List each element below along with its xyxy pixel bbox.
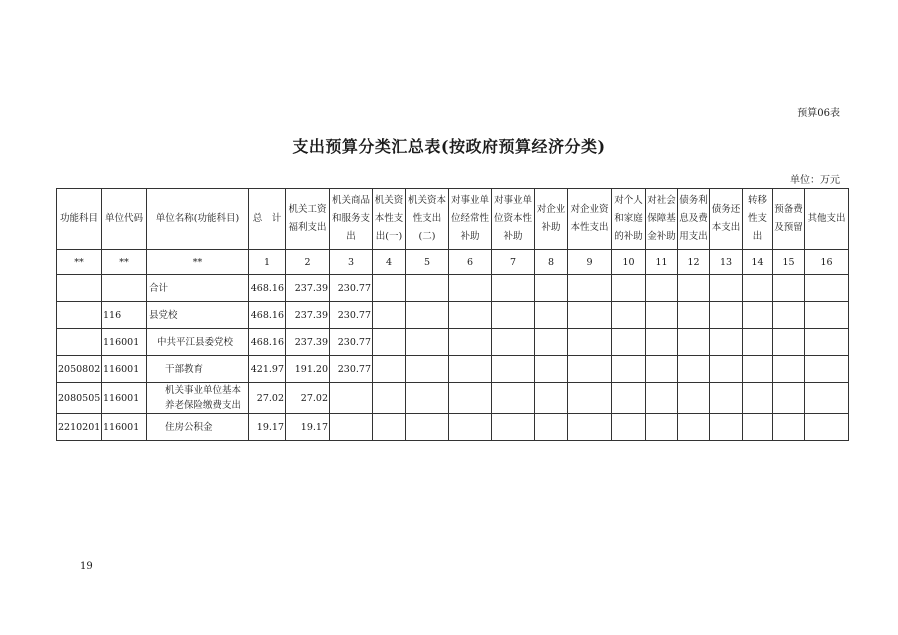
cell-empty (678, 329, 710, 356)
col-header-17: 预备费及预留 (773, 189, 805, 250)
cell-empty (492, 302, 535, 329)
cell-empty (492, 329, 535, 356)
cell-goods-services: 230.77 (330, 356, 373, 383)
col-header-func: 功能科目 (57, 189, 102, 250)
cell-wages: 191.20 (286, 356, 330, 383)
cell-empty (743, 356, 773, 383)
cell-func (57, 302, 102, 329)
cell-empty (805, 275, 849, 302)
cell-empty (535, 275, 568, 302)
col-header-total: 总 计 (249, 189, 286, 250)
cell-total: 19.17 (249, 414, 286, 441)
cell-empty (406, 302, 449, 329)
col-number: 9 (568, 250, 612, 275)
col-header-12: 对个人和家庭的补助 (612, 189, 646, 250)
col-header-8: 对事业单位经常性补助 (449, 189, 492, 250)
cell-total: 468.16 (249, 302, 286, 329)
col-number: 1 (249, 250, 286, 275)
cell-empty (612, 302, 646, 329)
cell-empty (743, 383, 773, 414)
cell-empty (773, 414, 805, 441)
cell-total: 468.16 (249, 329, 286, 356)
col-number: 16 (805, 250, 849, 275)
cell-empty (710, 329, 743, 356)
page-title: 支出预算分类汇总表(按政府预算经济分类) (292, 137, 606, 156)
cell-empty (535, 356, 568, 383)
table-row (57, 329, 849, 356)
cell-code: 116001 (102, 356, 147, 383)
cell-empty (805, 414, 849, 441)
col-header-11: 对企业资本性支出 (568, 189, 612, 250)
cell-empty (646, 414, 678, 441)
cell-empty (710, 302, 743, 329)
cell-empty (373, 329, 406, 356)
col-number: 7 (492, 250, 535, 275)
cell-empty (612, 356, 646, 383)
page-number: 19 (80, 561, 93, 572)
cell-goods-services: 230.77 (330, 275, 373, 302)
col-number: ** (102, 250, 147, 275)
cell-empty (449, 302, 492, 329)
cell-empty (805, 383, 849, 414)
cell-empty (678, 414, 710, 441)
cell-empty (743, 302, 773, 329)
cell-empty (773, 383, 805, 414)
cell-empty (710, 275, 743, 302)
cell-empty (535, 302, 568, 329)
col-number: 10 (612, 250, 646, 275)
cell-code (102, 275, 147, 302)
cell-empty (568, 275, 612, 302)
cell-wages: 237.39 (286, 302, 330, 329)
cell-empty (373, 356, 406, 383)
cell-goods-services: 230.77 (330, 302, 373, 329)
cell-empty (710, 414, 743, 441)
cell-empty (449, 383, 492, 414)
cell-empty (449, 356, 492, 383)
cell-wages: 237.39 (286, 275, 330, 302)
cell-name: 住房公积金 (147, 414, 249, 441)
table-row (57, 356, 849, 383)
col-number: ** (57, 250, 102, 275)
col-number: 3 (330, 250, 373, 275)
cell-empty (568, 329, 612, 356)
cell-empty (406, 383, 449, 414)
cell-empty (449, 275, 492, 302)
cell-empty (773, 329, 805, 356)
cell-code: 116 (102, 302, 147, 329)
cell-empty (535, 414, 568, 441)
col-number: ** (147, 250, 249, 275)
cell-empty (492, 383, 535, 414)
cell-empty (612, 383, 646, 414)
cell-empty (678, 302, 710, 329)
cell-empty (568, 414, 612, 441)
cell-wages: 27.02 (286, 383, 330, 414)
cell-empty (646, 329, 678, 356)
cell-empty (406, 414, 449, 441)
cell-empty (805, 302, 849, 329)
table-row (57, 414, 849, 441)
cell-wages: 237.39 (286, 329, 330, 356)
table-row (57, 383, 849, 414)
col-number: 12 (678, 250, 710, 275)
cell-empty (646, 383, 678, 414)
cell-empty (373, 302, 406, 329)
cell-empty (568, 356, 612, 383)
cell-total: 27.02 (249, 383, 286, 414)
cell-empty (805, 329, 849, 356)
col-header-9: 对事业单位资本性补助 (492, 189, 535, 250)
cell-empty (612, 329, 646, 356)
col-header-4: 机关工资福利支出 (286, 189, 330, 250)
table-row (57, 302, 849, 329)
cell-total: 421.97 (249, 356, 286, 383)
cell-empty (805, 356, 849, 383)
cell-empty (612, 275, 646, 302)
cell-empty (535, 383, 568, 414)
cell-code: 116001 (102, 329, 147, 356)
cell-code: 116001 (102, 383, 147, 414)
cell-empty (373, 383, 406, 414)
cell-empty (646, 275, 678, 302)
cell-name: 中共平江县委党校 (147, 329, 249, 356)
col-number: 4 (373, 250, 406, 275)
cell-empty (710, 356, 743, 383)
cell-empty (449, 414, 492, 441)
cell-empty (743, 414, 773, 441)
col-header-6: 机关资本性支出(一) (373, 189, 406, 250)
cell-goods-services (330, 383, 373, 414)
cell-empty (535, 329, 568, 356)
cell-total: 468.16 (249, 275, 286, 302)
form-code: 预算06表 (797, 108, 840, 119)
cell-name: 合计 (147, 275, 249, 302)
cell-empty (710, 383, 743, 414)
header-row (57, 189, 849, 250)
col-number: 14 (743, 250, 773, 275)
cell-code: 116001 (102, 414, 147, 441)
cell-wages: 19.17 (286, 414, 330, 441)
col-number: 8 (535, 250, 568, 275)
cell-goods-services: 230.77 (330, 329, 373, 356)
cell-empty (678, 275, 710, 302)
col-header-name: 单位名称(功能科目) (147, 189, 249, 250)
cell-empty (492, 356, 535, 383)
unit-label: 单位：万元 (790, 175, 840, 186)
cell-func: 2080505 (57, 383, 102, 414)
cell-empty (568, 383, 612, 414)
cell-empty (568, 302, 612, 329)
cell-empty (678, 383, 710, 414)
col-number: 15 (773, 250, 805, 275)
cell-empty (743, 275, 773, 302)
cell-func: 2210201 (57, 414, 102, 441)
cell-empty (773, 275, 805, 302)
cell-empty (492, 414, 535, 441)
col-number: 11 (646, 250, 678, 275)
cell-empty (646, 356, 678, 383)
col-header-15: 债务还本支出 (710, 189, 743, 250)
col-header-10: 对企业补助 (535, 189, 568, 250)
cell-empty (373, 275, 406, 302)
col-number: 5 (406, 250, 449, 275)
col-header-16: 转移性支出 (743, 189, 773, 250)
cell-empty (373, 414, 406, 441)
col-header-14: 债务利息及费用支出 (678, 189, 710, 250)
cell-goods-services (330, 414, 373, 441)
cell-func: 2050802 (57, 356, 102, 383)
cell-empty (406, 356, 449, 383)
col-number: 2 (286, 250, 330, 275)
cell-name: 机关事业单位基本养老保险缴费支出 (147, 383, 249, 414)
col-number: 6 (449, 250, 492, 275)
cell-empty (406, 275, 449, 302)
cell-empty (773, 356, 805, 383)
cell-empty (612, 414, 646, 441)
cell-name: 县党校 (147, 302, 249, 329)
cell-empty (678, 356, 710, 383)
col-header-7: 机关资本性支出(二) (406, 189, 449, 250)
column-number-row (57, 250, 849, 275)
table-row-total (57, 275, 849, 302)
col-header-13: 对社会保障基金补助 (646, 189, 678, 250)
cell-name: 干部教育 (147, 356, 249, 383)
cell-func (57, 329, 102, 356)
cell-empty (406, 329, 449, 356)
cell-empty (492, 275, 535, 302)
col-header-code: 单位代码 (102, 189, 147, 250)
col-header-18: 其他支出 (805, 189, 849, 250)
cell-empty (743, 329, 773, 356)
cell-empty (646, 302, 678, 329)
col-number: 13 (710, 250, 743, 275)
budget-table (56, 188, 849, 441)
cell-empty (773, 302, 805, 329)
cell-func (57, 275, 102, 302)
cell-empty (449, 329, 492, 356)
col-header-5: 机关商品和服务支出 (330, 189, 373, 250)
